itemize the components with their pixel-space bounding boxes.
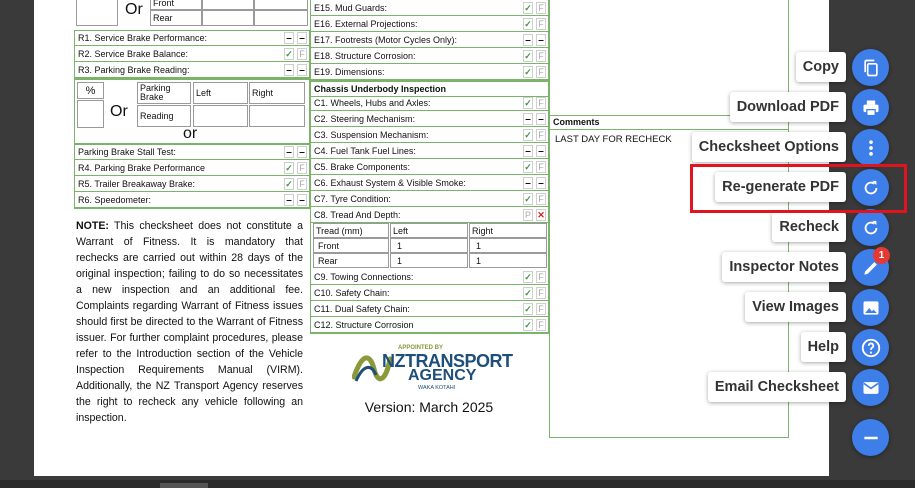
fab-button[interactable] (852, 289, 889, 326)
checklist-row (311, 95, 548, 111)
pass-tick-icon[interactable]: ✓ (285, 48, 293, 59)
checklist-label: R2. Service Brake Balance: (78, 48, 189, 59)
checklist-label: C5. Brake Components: (314, 161, 411, 172)
checklist-row (311, 32, 548, 48)
checklist-label: C11. Dual Safety Chain: (314, 303, 410, 314)
checklist-label: C9. Towing Connections: (314, 271, 414, 282)
checklist-label: R3. Parking Brake Reading: (78, 64, 190, 75)
checklist-row (311, 0, 548, 16)
pass-tick-icon[interactable]: ✓ (285, 162, 293, 173)
fab-label[interactable]: Help (801, 332, 846, 362)
not-applicable-dash-icon[interactable]: – (523, 145, 533, 157)
checklist-row (311, 143, 548, 159)
not-applicable-dash-icon[interactable]: – (297, 64, 307, 76)
checklist-label: C7. Tyre Condition: (314, 193, 391, 204)
fab-label[interactable]: Inspector Notes (722, 252, 846, 282)
minus-icon (861, 428, 881, 448)
status-letter[interactable]: F (536, 303, 546, 315)
note-text: This checksheet does not constitute a Warrant of Fitness. It is mandatory that rechecks are carried out within 28 days of the original inspection; failing to do so necessitates a new inspection and an additional fee. Complaints regarding Warrant of Fitness issues should first be directed to the Warrant of Fitness issuer. For further complaint procedures, please refer to the Introduction section of the Vehicle Inspection Requirements Manual (VIRM). Additionally, the NZ Transport Agency reserves the right to recheck any vehicle following an inspection. (76, 220, 303, 424)
version-label: Version: March 2025 (364, 399, 494, 415)
pass-tick-icon[interactable]: ✓ (524, 97, 532, 108)
pass-tick-icon[interactable]: ✓ (524, 193, 532, 204)
logo-waka: WAKA KOTAHI (418, 385, 456, 391)
more-vertical-icon (861, 138, 881, 158)
checklist-label: R4. Parking Brake Performance (78, 162, 206, 173)
status-letter[interactable]: F (297, 48, 307, 60)
not-applicable-dash-icon[interactable]: – (284, 64, 294, 76)
status-letter[interactable]: F (297, 162, 307, 174)
checklist-row (75, 192, 309, 208)
checklist-row (311, 191, 548, 207)
rear-right-cell (254, 10, 308, 26)
comments-divider-2 (549, 129, 789, 130)
pass-tick-icon[interactable]: ✓ (285, 178, 293, 189)
checklist-label: C3. Suspension Mechanism: (314, 129, 429, 140)
checklist-row (75, 62, 309, 78)
comments-heading: Comments (553, 117, 600, 127)
checklist-row (311, 317, 548, 333)
selection-highlight (690, 164, 907, 213)
notification-badge: 1 (873, 247, 890, 264)
not-applicable-dash-icon[interactable]: – (284, 146, 294, 158)
image-icon (861, 298, 881, 318)
top-left-empty-box (76, 0, 118, 26)
reading-left-cell (193, 105, 248, 127)
percent-input-box (77, 100, 104, 128)
fab-button[interactable] (852, 89, 889, 126)
status-letter[interactable]: F (536, 161, 546, 173)
comments-text: LAST DAY FOR RECHECK (555, 134, 672, 145)
checklist-label: R6. Speedometer: (78, 194, 152, 205)
pass-tick-icon[interactable]: ✓ (524, 319, 532, 330)
tread-value-cell: 1 (390, 238, 468, 253)
refresh-icon (861, 218, 881, 238)
checklist-row (311, 111, 548, 127)
checklist-row (75, 160, 309, 176)
checklist-label: C8. Tread And Depth: (314, 209, 401, 220)
checklist-label: E17. Footrests (Motor Cycles Only): (314, 34, 458, 45)
checklist-row (311, 285, 548, 301)
pass-tick-icon[interactable]: ✓ (524, 18, 532, 29)
fab-label[interactable]: Checksheet Options (692, 132, 846, 162)
status-letter[interactable]: F (536, 287, 546, 299)
tread-row-label: Front (313, 238, 389, 253)
fail-cross-icon[interactable]: ✕ (537, 209, 545, 220)
status-letter[interactable]: F (536, 97, 546, 109)
tread-value-cell: 1 (469, 253, 547, 268)
nz-transport-agency-logo (352, 345, 512, 393)
rear-label: Rear (150, 10, 202, 26)
front-label: Front (150, 0, 202, 10)
checklist-label: E19. Dimensions: (314, 66, 385, 77)
pass-tick-icon[interactable]: ✓ (524, 161, 532, 172)
not-applicable-dash-icon[interactable]: – (284, 194, 294, 206)
not-applicable-dash-icon[interactable]: – (536, 145, 546, 157)
logo-nz: NZ (382, 351, 405, 371)
or-label: Or (110, 103, 128, 120)
reading-right-cell (249, 105, 305, 127)
fab-button[interactable] (852, 369, 889, 406)
checklist-label: R5. Trailer Breakaway Brake: (78, 178, 196, 189)
pass-tick-icon[interactable]: ✓ (524, 66, 532, 77)
checklist-label: Parking Brake Stall Test: (78, 146, 176, 157)
fab-button[interactable] (852, 49, 889, 86)
checklist-label: C2. Steering Mechanism: (314, 113, 416, 124)
pass-tick-icon[interactable]: ✓ (524, 303, 532, 314)
not-applicable-dash-icon[interactable]: – (536, 177, 546, 189)
fab-button[interactable] (852, 329, 889, 366)
tread-row-label: Rear (313, 253, 389, 268)
status-letter[interactable]: F (536, 193, 546, 205)
checklist-row (75, 176, 309, 192)
checklist-label: C1. Wheels, Hubs and Axles: (314, 97, 431, 108)
checklist-row (311, 175, 548, 191)
status-letter[interactable]: F (536, 319, 546, 331)
mail-icon (861, 378, 881, 398)
status-letter[interactable]: F (536, 66, 546, 78)
printer-icon (861, 98, 881, 118)
tread-header-cell: Right (469, 223, 547, 238)
front-left-cell (202, 0, 254, 10)
status-letter[interactable]: F (536, 2, 546, 14)
front-right-cell (254, 0, 308, 10)
checklist-label: E15. Mud Guards: (314, 2, 388, 13)
not-applicable-dash-icon[interactable]: – (536, 113, 546, 125)
not-applicable-dash-icon[interactable]: – (297, 32, 307, 44)
status-letter[interactable]: F (536, 18, 546, 30)
not-applicable-dash-icon[interactable]: – (297, 146, 307, 158)
fab-label[interactable]: Re-generate PDF (715, 172, 846, 202)
checklist-label: E16. External Projections: (314, 18, 418, 29)
checklist-label: C10. Safety Chain: (314, 287, 390, 298)
checklist-row (311, 207, 548, 223)
or-below-label: or (183, 125, 198, 142)
status-letter[interactable]: F (536, 129, 546, 141)
help-icon (860, 337, 882, 359)
fab-label[interactable]: View Images (745, 292, 846, 322)
tread-value-cell: 1 (390, 253, 468, 268)
checklist-row (75, 30, 309, 46)
not-applicable-dash-icon[interactable]: – (523, 113, 533, 125)
status-letter[interactable]: P (524, 210, 531, 220)
fab-label[interactable]: Download PDF (730, 92, 846, 122)
scrollbar-thumb[interactable] (160, 483, 208, 488)
percent-label: % (77, 82, 104, 99)
fab-button[interactable] (852, 129, 889, 166)
status-letter[interactable]: F (297, 178, 307, 190)
tread-header-cell: Tread (mm) (313, 223, 389, 238)
checklist-row (75, 144, 309, 160)
not-applicable-dash-icon[interactable]: – (284, 32, 294, 44)
checklist-row (311, 269, 548, 285)
logo-agency: AGENCY (408, 367, 477, 384)
checklist-label: E18. Structure Corrosion: (314, 50, 416, 61)
not-applicable-dash-icon[interactable]: – (536, 34, 546, 46)
comments-right-bar (788, 0, 789, 70)
parking-right-label: Right (249, 82, 305, 104)
checklist-label: C12. Structure Corrosion (314, 319, 414, 330)
checklist-row (311, 127, 548, 143)
fab-label[interactable]: Email Checksheet (708, 372, 846, 402)
pass-tick-icon[interactable]: ✓ (524, 50, 532, 61)
status-letter[interactable]: F (536, 50, 546, 62)
checklist-row (311, 48, 548, 64)
status-letter[interactable]: F (536, 271, 546, 283)
parking-brake-label: Parking Brake (137, 82, 191, 104)
rear-left-cell (202, 10, 254, 26)
checklist-label: C6. Exhaust System & Visible Smoke: (314, 177, 466, 188)
pass-tick-icon[interactable]: ✓ (524, 2, 532, 13)
checklist-row (311, 301, 548, 317)
checklist-label: R1. Service Brake Performance: (78, 32, 208, 43)
pencil-icon (861, 258, 881, 278)
or-label: Or (125, 1, 143, 18)
checklist-row (311, 16, 548, 32)
checklist-row (311, 64, 548, 80)
fab-button[interactable] (852, 209, 889, 246)
checklist-row (311, 159, 548, 175)
parking-left-label: Left (193, 82, 248, 104)
logo-transport: TRANSPORT (405, 351, 513, 371)
pass-tick-icon[interactable]: ✓ (524, 129, 532, 140)
tread-header-cell: Left (390, 223, 468, 238)
fab-button[interactable] (852, 249, 889, 286)
fab-label[interactable]: Recheck (772, 212, 846, 242)
note-paragraph (76, 218, 303, 426)
checklist-row (75, 46, 309, 62)
tread-value-cell: 1 (469, 238, 547, 253)
copy-icon (861, 58, 881, 78)
not-applicable-dash-icon[interactable]: – (523, 177, 533, 189)
not-applicable-dash-icon[interactable]: – (523, 34, 533, 46)
horizontal-scrollbar[interactable] (0, 480, 915, 488)
checklist-label: C4. Fuel Tank Fuel Lines: (314, 145, 416, 156)
chassis-heading: Chassis Underbody Inspection (311, 81, 548, 97)
note-bold-label: NOTE: (76, 220, 109, 232)
not-applicable-dash-icon[interactable]: – (297, 194, 307, 206)
fab-toggle-button[interactable] (852, 419, 889, 456)
reading-label: Reading (137, 105, 191, 127)
fab-label[interactable]: Copy (796, 52, 846, 82)
logo-appointed: APPOINTED BY (398, 345, 444, 351)
pass-tick-icon[interactable]: ✓ (524, 271, 532, 282)
pass-tick-icon[interactable]: ✓ (524, 287, 532, 298)
